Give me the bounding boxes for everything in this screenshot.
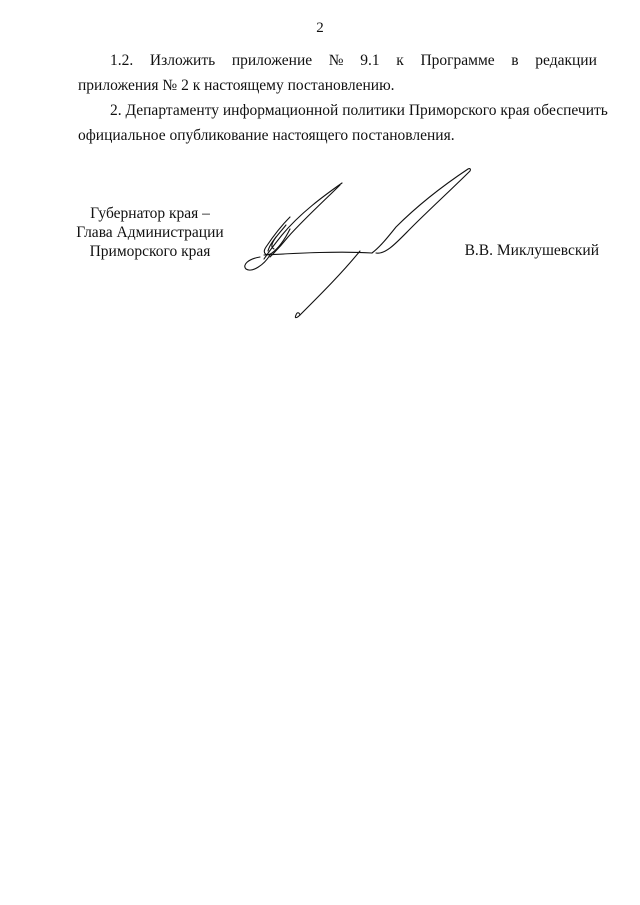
- word: редакции: [535, 52, 597, 69]
- word: приложение: [231, 52, 313, 69]
- signatory-title-line-2: Глава Администрации: [76, 224, 224, 241]
- signatory-title-line-3: Приморского края: [89, 243, 211, 260]
- paragraph-2-line-2: официальное опубликование настоящего постановления.: [78, 127, 455, 144]
- paragraph-1: [78, 48, 597, 98]
- signer-name: В.В. Миклушевский: [464, 242, 599, 259]
- word: №: [328, 52, 344, 69]
- word: Программе: [420, 52, 495, 69]
- signatory-title: [70, 204, 230, 261]
- word: в: [511, 52, 519, 69]
- signatory-title-line-1: Губернатор края –: [90, 205, 210, 222]
- word: 1.2.: [110, 52, 134, 69]
- paragraph-2-line-1: 2. Департаменту информационной политики Приморского края обеспечить: [110, 102, 608, 119]
- paragraph-1-line-1: [78, 48, 597, 73]
- handwritten-signature: [230, 155, 490, 330]
- word: Изложить: [149, 52, 216, 69]
- paragraph-1-line-2: приложения № 2 к настоящему постановлению.: [78, 77, 395, 94]
- word: к: [396, 52, 404, 69]
- paragraph-2: [78, 98, 608, 148]
- page-number: 2: [316, 20, 324, 36]
- word: 9.1: [360, 52, 380, 69]
